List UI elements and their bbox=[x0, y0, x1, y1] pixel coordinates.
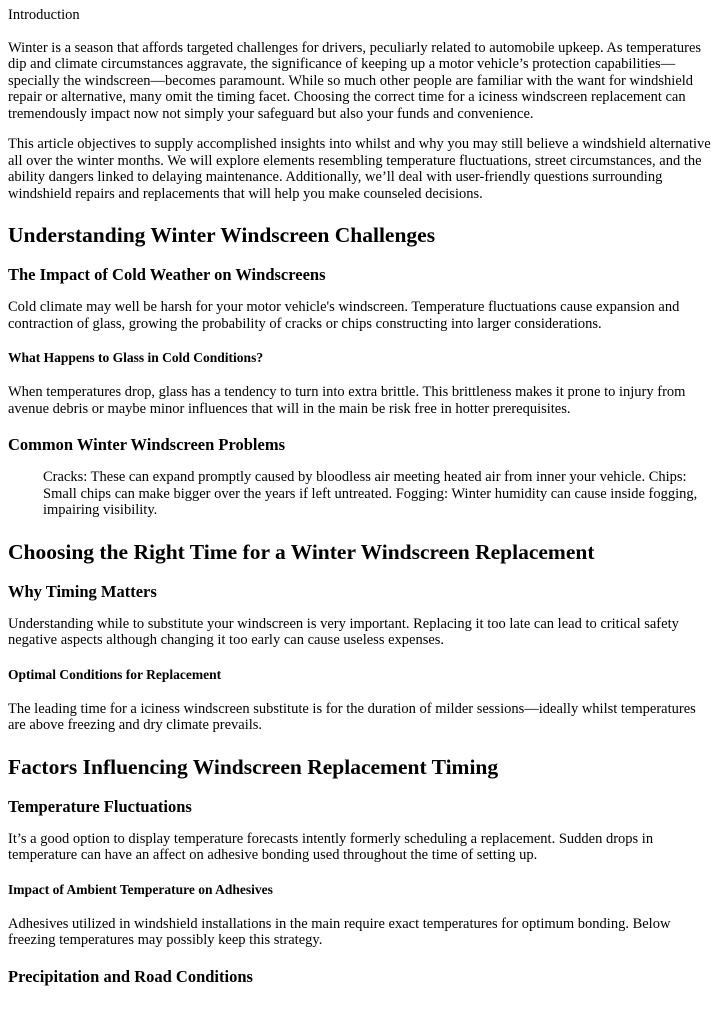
section-heading: Understanding Winter Windscreen Challenges bbox=[8, 223, 436, 247]
minor-heading: Impact of Ambient Temperature on Adhesives bbox=[8, 881, 273, 897]
minor-text: The leading time for a iciness windscreen substitute is for the duration of milder sessions—ideally whilst temperatures are above freezing and dry climate prevails. bbox=[8, 700, 696, 733]
subsection-heading: Precipitation and Road Conditions bbox=[8, 966, 253, 986]
intro-paragraph-2: This article objectives to supply accomplished insights into whilst and why you may still believe a windshield alternative all over the winter months. We will explore elements resembling temperature fluctuations, street circumstances, and the ability dangers linked to delaying maintenance. Additionally, we’ll deal with user-friendly questions surrounding windshield repairs and replacements that will help you make counseled decisions. bbox=[8, 136, 711, 202]
subsection-heading: Why Timing Matters bbox=[8, 581, 157, 601]
problems-list: Cracks: These can expand promptly caused by bloodless air meeting heated air from inner your vehicle. Chips: Small chips can make bigger over the years if left untreated. Fogging: Winter humidity can cause inside fogging, impairing visibility. bbox=[43, 469, 698, 518]
section-heading: Choosing the Right Time for a Winter Windscreen Replacement bbox=[8, 539, 595, 564]
section-winter-challenges bbox=[8, 223, 712, 519]
article bbox=[0, 7, 720, 986]
section-factors bbox=[8, 755, 712, 986]
section-choosing-time bbox=[8, 540, 712, 734]
intro-label: Introduction bbox=[8, 7, 80, 23]
minor-heading: Optimal Conditions for Replacement bbox=[8, 666, 222, 682]
subsection-heading: Temperature Fluctuations bbox=[8, 796, 192, 816]
minor-text: Adhesives utilized in windshield installations in the main require exact temperatures for optimum bonding. Below freezing temperatures may possibly keep this strategy. bbox=[8, 915, 671, 948]
section-heading: Factors Influencing Windscreen Replacement Timing bbox=[8, 754, 499, 779]
intro-paragraph-1: Winter is a season that affords targeted challenges for drivers, peculiarly related to automobile upkeep. As temperatures dip and climate circumstances aggravate, the significance of keeping up a motor vehicle’s protection capabilities—specially the windscreen—becomes paramount. While so much other people are familiar with the want for windshield repair or alternative, many omit the timing facet. Choosing the correct time for a iciness windscreen replacement can tremendously impact now not simply your safeguard but also your funds and convenience. bbox=[8, 39, 702, 122]
subsection-heading: Common Winter Windscreen Problems bbox=[8, 435, 286, 454]
minor-text: When temperatures drop, glass has a tendency to turn into extra brittle. This brittleness makes it prone to injury from avenue debris or maybe minor influences that will in the main be risk free in hotter prerequisites. bbox=[8, 384, 686, 417]
minor-heading: What Happens to Glass in Cold Conditions? bbox=[8, 350, 264, 365]
subsection-text: Cold climate may well be harsh for your motor vehicle's windscreen. Temperature fluctuations cause expansion and contraction of glass, growing the probability of cracks or chips constructing into larger considerations. bbox=[8, 299, 680, 332]
subsection-text: It’s a good option to display temperature forecasts intently formerly scheduling a replacement. Sudden drops in temperature can have an affect on adhesive bonding used throughout the time of setting up. bbox=[8, 830, 654, 863]
subsection-heading: The Impact of Cold Weather on Windscreens bbox=[8, 265, 326, 284]
subsection-text: Understanding while to substitute your windscreen is very important. Replacing it too late can lead to critical safety negative aspects although changing it too early can cause useless expenses. bbox=[8, 615, 679, 648]
